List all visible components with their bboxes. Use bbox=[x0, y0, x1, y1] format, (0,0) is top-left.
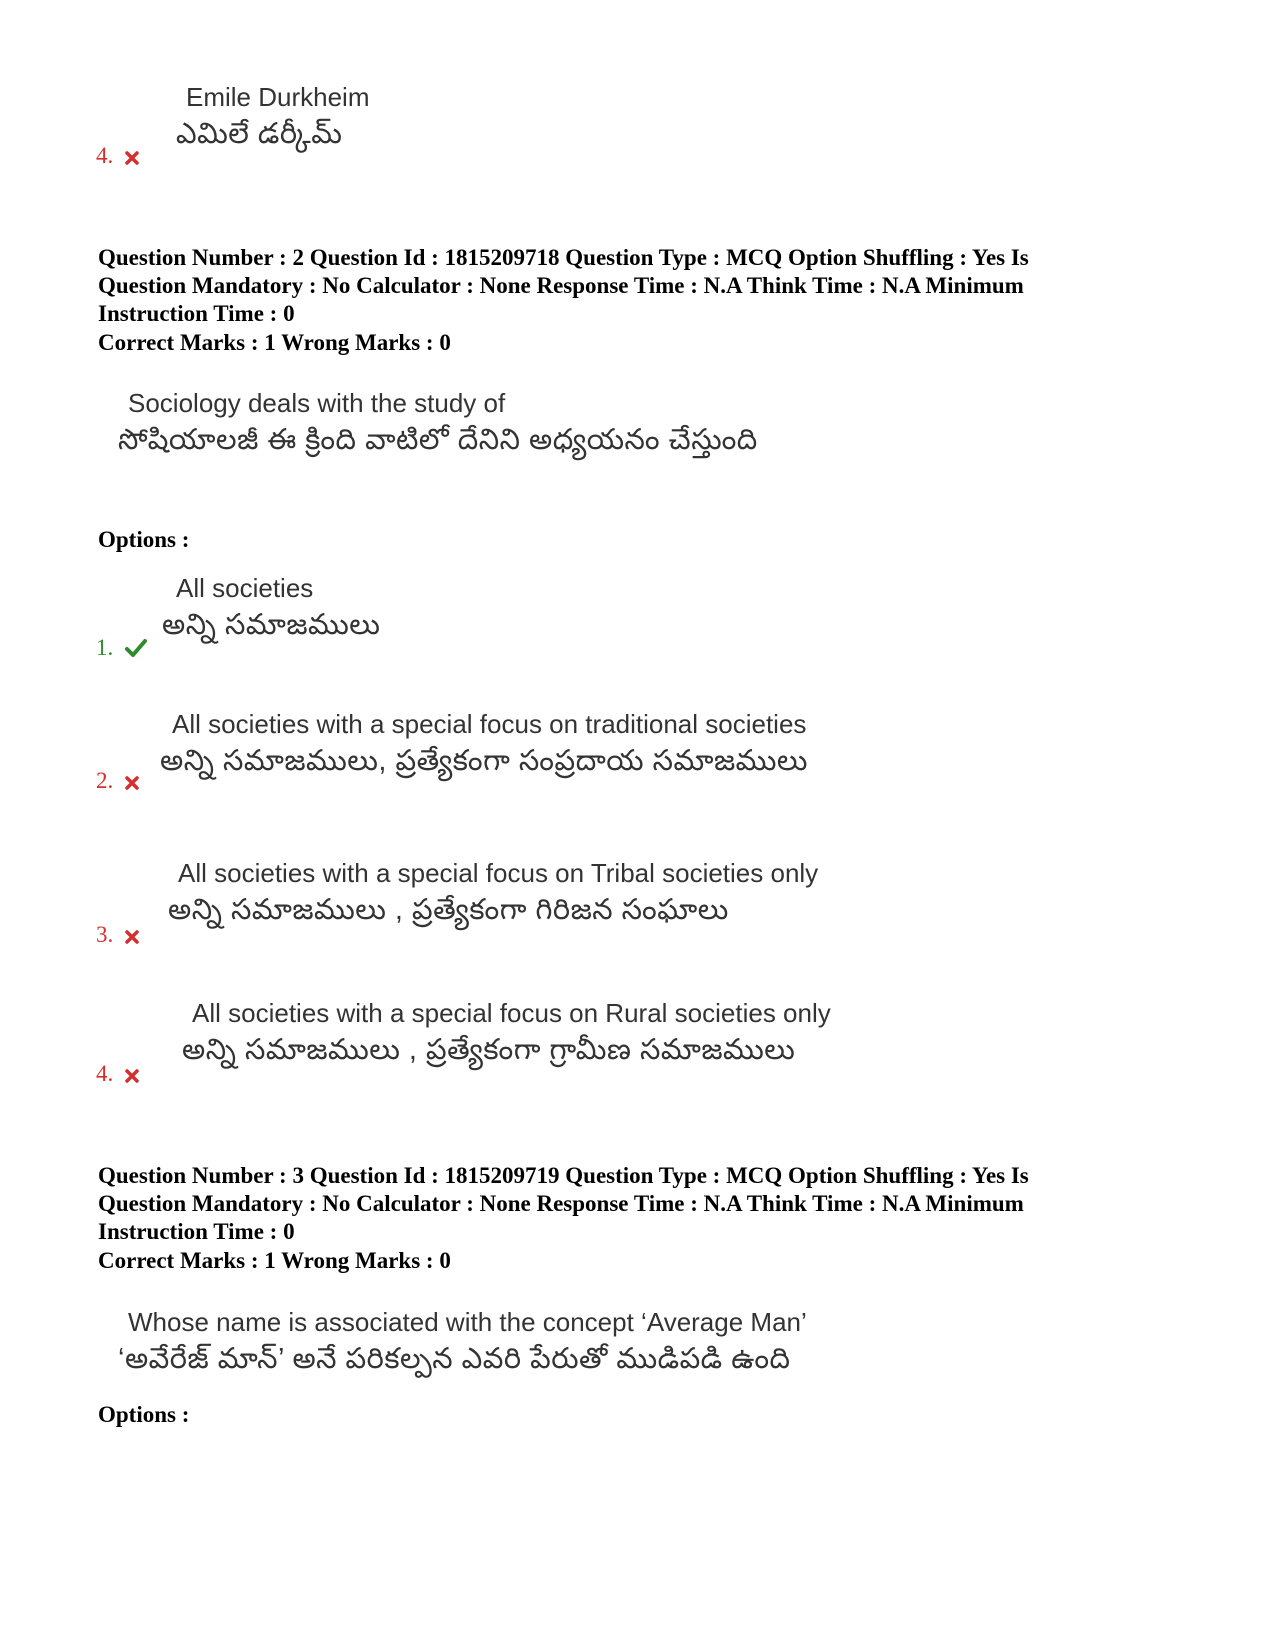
option-4-image bbox=[182, 996, 831, 1070]
option-3-image bbox=[168, 856, 818, 930]
option-1-image bbox=[162, 571, 380, 645]
option-en-text: All societies bbox=[176, 573, 314, 603]
option-2-image bbox=[160, 707, 808, 781]
option-te-text: అన్ని సమాజములు , ప్రత్యేకంగా గిరిజన సంఘాలు bbox=[168, 894, 729, 926]
prev-option-4-image bbox=[176, 80, 370, 154]
option-en-text: All societies with a special focus on traditional societies bbox=[172, 709, 807, 739]
option-number: 1. bbox=[96, 635, 114, 660]
question-3-meta: Question Number : 3 Question Id : 1815209719 Question Type : MCQ Option Shuffling : Yes Is Question Mandatory : No Calculator : None Response Time : N.A Think Time : N.A Minimum Instruction Time : 0 bbox=[98, 1163, 1029, 1244]
question-en-text: Sociology deals with the study of bbox=[128, 388, 506, 418]
option-te-text: అన్ని సమాజములు, ప్రత్యేకంగా సంప్రదాయ సమాజములు bbox=[160, 745, 808, 777]
option-en-text: All societies with a special focus on Rural societies only bbox=[192, 998, 831, 1028]
cross-icon bbox=[125, 145, 139, 171]
question-2-text-image bbox=[118, 386, 758, 460]
option-te-text: అన్ని సమాజములు bbox=[162, 609, 381, 641]
option-number: 4. bbox=[96, 143, 114, 168]
question-3-marks: Correct Marks : 1 Wrong Marks : 0 bbox=[98, 1248, 451, 1273]
option-1-number bbox=[96, 635, 147, 663]
prev-option-4-number bbox=[96, 143, 139, 171]
check-icon bbox=[125, 637, 147, 663]
option-te-text: అన్ని సమాజములు , ప్రత్యేకంగా గ్రామీణ సమాజములు bbox=[182, 1034, 796, 1066]
option-4-number bbox=[96, 1061, 139, 1089]
cross-icon bbox=[125, 924, 139, 950]
question-te-text: సోషియాలజీ ఈ క్రింది వాటిలో దేనిని అధ్యయనం చేస్తుంది bbox=[118, 424, 758, 456]
option-3-number bbox=[96, 922, 139, 950]
question-2-meta: Question Number : 2 Question Id : 1815209718 Question Type : MCQ Option Shuffling : Yes Is Question Mandatory : No Calculator : None Response Time : N.A Think Time : N.A Minimum Instruction Time : 0 bbox=[98, 245, 1029, 326]
option-number: 2. bbox=[96, 768, 114, 793]
option-te-text: ఎమిలే డర్కీమ్ bbox=[176, 118, 343, 150]
option-number: 3. bbox=[96, 922, 114, 947]
question-3-text-image bbox=[118, 1305, 807, 1379]
question-2-marks: Correct Marks : 1 Wrong Marks : 0 bbox=[98, 330, 451, 355]
option-en-text: All societies with a special focus on Tribal societies only bbox=[178, 858, 819, 888]
option-2-number bbox=[96, 768, 139, 796]
cross-icon bbox=[125, 1063, 139, 1089]
option-en-text: Emile Durkheim bbox=[186, 82, 370, 112]
question-te-text: ‘అవేరేజ్ మాన్’ అనే పరికల్పన ఎవరి పేరుతో ముడిపడి ఉంది bbox=[118, 1343, 791, 1375]
cross-icon bbox=[125, 770, 139, 796]
question-en-text: Whose name is associated with the concept ‘Average Man’ bbox=[128, 1307, 807, 1337]
question-3-options-label: Options : bbox=[98, 1402, 190, 1427]
question-2-options-label: Options : bbox=[98, 527, 190, 552]
option-number: 4. bbox=[96, 1061, 114, 1086]
